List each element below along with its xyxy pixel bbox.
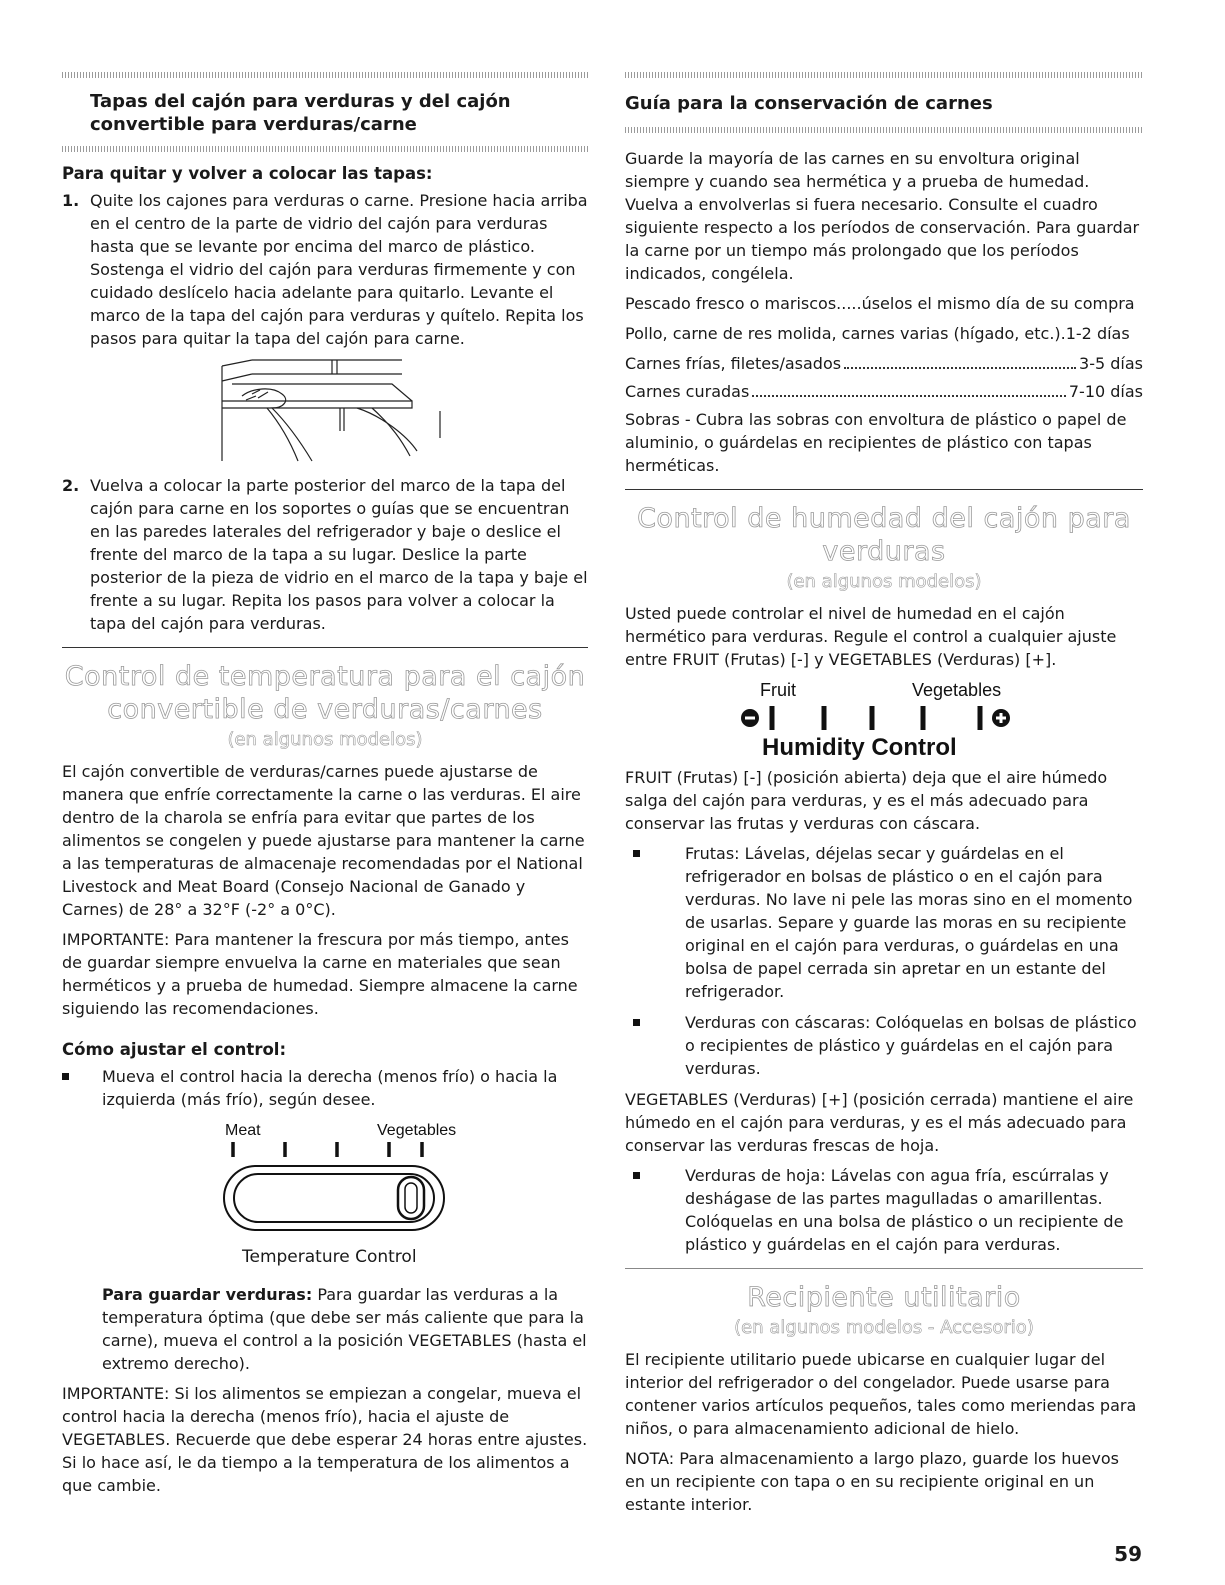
list-item-text: Verduras con cáscaras: Colóquelas en bolsas de plástico o recipientes de plástico y guárdelas en el cajón para verduras. bbox=[685, 1013, 1137, 1078]
tick-marks bbox=[233, 1142, 422, 1157]
storage-label: Carnes frías, filetes/asados bbox=[625, 354, 842, 373]
step-text: Quite los cajones para verduras o carne. Presione hacia arriba en el centro de la parte de vidrio del cajón para verduras hasta que se levante por encima del marco de plástico. Sostenga el vidrio del cajón para verduras firmemente y con cuidado deslícelo hacia adelante para quitarlo. Levante el marco de la tapa del cajón para verduras y quítelo. Repita los pasos para quitar la tapa del cajón para carne. bbox=[90, 191, 588, 348]
vegetables-label: Vegetables bbox=[912, 680, 1002, 700]
header-hatch bbox=[62, 72, 588, 78]
store-vegetables-label: Para guardar verduras: bbox=[102, 1285, 313, 1304]
title-line: convertible de verduras/carnes bbox=[107, 694, 543, 725]
header-hatch bbox=[62, 146, 588, 152]
meat-storage-heading: Guía para la conservación de carnes bbox=[625, 93, 993, 114]
utility-bin-subtitle: (en algunos modelos - Accesorio) bbox=[734, 1317, 1034, 1338]
storage-line-fish: Pescado fresco o mariscos.....úselos el mismo día de su compra bbox=[625, 294, 1135, 313]
vegetables-label: Vegetables bbox=[377, 1122, 457, 1139]
paragraph: El cajón convertible de verduras/carnes puede ajustarse de manera que enfríe correctamente la carne o las verduras. El aire dentro de la charola se enfría para evitar que partes de los alimentos se congelen y puede ajustarse para mantener la carne a las temperaturas de almacenaje recomendadas por el National Livestock and Meat Board (Consejo Nacional de Ganado y Carnes) de 28° a 32°F (-2° a 0°C). bbox=[62, 762, 585, 919]
paragraph: Usted puede controlar el nivel de humedad en el cajón hermético para verduras. Regule el control a cualquier ajuste entre FRUIT (Frutas) [-] y VEGETABLES (Verduras) [+]. bbox=[625, 604, 1117, 669]
temperature-control-caption: Temperature Control bbox=[242, 1247, 417, 1267]
title-line: Control de humedad del cajón para bbox=[637, 503, 1131, 534]
step-number: 1. bbox=[62, 191, 80, 210]
temperature-control-title bbox=[62, 660, 588, 726]
bullet-icon bbox=[633, 1019, 640, 1026]
dot-leader bbox=[844, 367, 1076, 369]
section-divider bbox=[625, 1268, 1143, 1269]
paragraph: VEGETABLES (Verduras) [+] (posición cerrada) mantiene el aire húmedo en el cajón para verduras, y es el más adecuado para conservar las verduras frescas de hoja. bbox=[625, 1090, 1134, 1155]
important-text: Si los alimentos se empiezan a congelar, mueva el control hacia la derecha (menos frío), hacia el ajuste de VEGETABLES. Recuerde que debe esperar 24 horas entre ajustes. Si lo hace así, le da tiempo a la temperatura de los alimentos a que cambie. bbox=[62, 1384, 588, 1495]
step-text: Vuelva a colocar la parte posterior del marco de la tapa del cajón para carne en los soportes o guías que se encuentran en las paredes laterales del refrigerador y baje o deslice el frente del marco de la tapa a su lugar. Deslice la parte posterior de la pieza de vidrio en el marco de la tapa y baje el frente a su lugar. Repita los pasos para volver a colocar la tapa del cajón para verduras. bbox=[90, 476, 588, 633]
leftovers-paragraph: Sobras - Cubra las sobras con envoltura de plástico o papel de aluminio, o guárdelas en recipientes de plástico con tapas herméticas. bbox=[625, 410, 1127, 475]
tick-marks bbox=[772, 706, 980, 730]
storage-line-cold-cuts bbox=[625, 352, 1143, 375]
temperature-control-subtitle: (en algunos modelos) bbox=[227, 729, 423, 750]
meat-label: Meat bbox=[225, 1122, 261, 1139]
bullet-icon bbox=[62, 1073, 69, 1080]
note-text: Para almacenamiento a largo plazo, guarde los huevos en un recipiente con tapa o en su recipiente original en un estante interior. bbox=[625, 1449, 1119, 1514]
important-label: IMPORTANTE: bbox=[62, 930, 170, 949]
section-divider bbox=[62, 647, 588, 648]
section-divider bbox=[625, 489, 1143, 490]
storage-label: Carnes curadas bbox=[625, 382, 750, 401]
bullet-icon bbox=[633, 1172, 640, 1179]
paragraph: Guarde la mayoría de las carnes en su envoltura original siempre y cuando sea hermética y a prueba de humedad. Vuelva a envolverlas si fuera necesario. Consulte el cuadro siguiente respecto a los períodos de conservación. Para guardar la carne por un tiempo más prolongado que los períodos indicados, congélela. bbox=[625, 149, 1140, 283]
adjust-control-heading: Cómo ajustar el control: bbox=[62, 1040, 287, 1059]
store-vegetables-text: Para guardar las verduras a la temperatura óptima (que debe ser más caliente que para la carne), mueva el control a la posición VEGETABLES (hasta el extremo derecho). bbox=[102, 1285, 587, 1373]
note-label: NOTA: bbox=[625, 1449, 675, 1468]
storage-line-chicken: Pollo, carne de res molida, carnes varias (hígado, etc.).1-2 días bbox=[625, 324, 1130, 343]
dot-leader bbox=[752, 395, 1066, 397]
step-number: 2. bbox=[62, 476, 80, 495]
title-line: verduras bbox=[822, 536, 946, 567]
remove-covers-heading: Para quitar y volver a colocar las tapas: bbox=[62, 164, 433, 183]
list-item-text: Verduras de hoja: Lávelas con agua fría, escúrralas y deshágase de las partes magulladas o amarillentas. Colóquelas en una bolsa de plástico o un recipiente de plástico y guárdelas en el cajón para verduras. bbox=[685, 1166, 1124, 1254]
humidity-control-diagram bbox=[740, 678, 1040, 762]
bullet-icon bbox=[633, 850, 640, 857]
note-paragraph bbox=[625, 1447, 1143, 1516]
right-column bbox=[625, 72, 1143, 1523]
step-1 bbox=[62, 189, 588, 350]
title-line: Control de temperatura para el cajón bbox=[64, 661, 586, 692]
humidity-control-caption: Humidity Control bbox=[762, 734, 957, 761]
storage-value: 7-10 días bbox=[1068, 382, 1143, 401]
storage-value: 3-5 días bbox=[1079, 354, 1143, 373]
temperature-control-diagram bbox=[212, 1119, 492, 1244]
store-vegetables-paragraph bbox=[62, 1283, 588, 1375]
list-item-text: Mueva el control hacia la derecha (menos frío) o hacia la izquierda (más frío), según desee. bbox=[102, 1067, 558, 1109]
list-item bbox=[625, 1011, 1143, 1080]
left-column bbox=[62, 72, 588, 1504]
humidity-control-title bbox=[625, 502, 1143, 568]
utility-bin-title: Recipiente utilitario bbox=[747, 1282, 1021, 1313]
step-2 bbox=[62, 474, 588, 635]
crisper-cover-illustration bbox=[212, 356, 452, 466]
important-text: Para mantener la frescura por más tiempo, antes de guardar siempre envuelva la carne en materiales que sean herméticos y a prueba de humedad. Siempre almacene la carne siguiendo las recomendaciones. bbox=[62, 930, 578, 1018]
header-hatch bbox=[625, 72, 1143, 78]
storage-line-cured bbox=[625, 380, 1143, 403]
important-paragraph bbox=[62, 928, 588, 1020]
list-item bbox=[625, 1164, 1143, 1256]
crisper-covers-heading: Tapas del cajón para verduras y del cajón convertible para verduras/carne bbox=[90, 91, 511, 135]
important-paragraph bbox=[62, 1382, 588, 1497]
list-item bbox=[62, 1065, 588, 1111]
header-hatch bbox=[625, 127, 1143, 133]
list-item-text: Frutas: Lávelas, déjelas secar y guárdelas en el refrigerador en bolsas de plástico o en el cajón para verduras. No lave ni pele las moras sino en el momento de usarlas. Separe y guarde las moras en su recipiente original en el cajón para verduras, o guárdelas en una bolsa de papel cerrada sin apretar en un estante del refrigerador. bbox=[685, 844, 1133, 1001]
paragraph: El recipiente utilitario puede ubicarse en cualquier lugar del interior del refrigerador o del congelador. Puede usarse para contener varios artículos pequeños, tales como meriendas para niños, o para almacenamiento adicional de hielo. bbox=[625, 1350, 1137, 1438]
important-label: IMPORTANTE: bbox=[62, 1384, 170, 1403]
page-number: 59 bbox=[1114, 1542, 1142, 1566]
paragraph: FRUIT (Frutas) [-] (posición abierta) deja que el aire húmedo salga del cajón para verduras, y es el más adecuado para conservar las frutas y verduras con cáscara. bbox=[625, 768, 1108, 833]
fruit-label: Fruit bbox=[760, 680, 796, 700]
humidity-control-subtitle: (en algunos modelos) bbox=[786, 571, 982, 592]
list-item bbox=[625, 842, 1143, 1003]
